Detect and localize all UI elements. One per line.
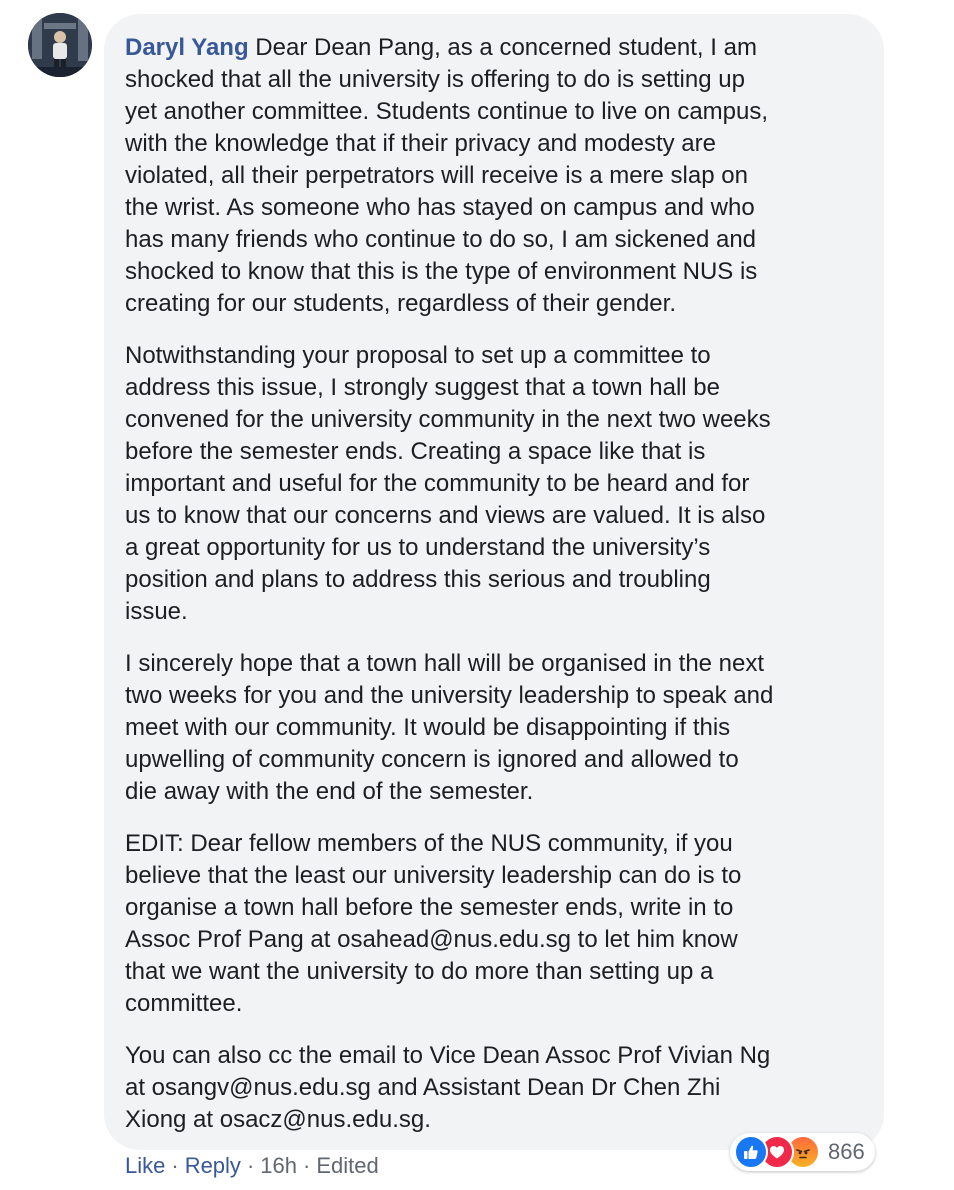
comment-text: Dear Dean Pang, as a concerned student, I am shocked that all the university is offering to do is setting up yet another committee. Students continue to live on campus, with the knowledge that if their privacy and modesty are violated, all their perpetrators will receive is a mere slap on the wrist. As someone who has stayed on campus and who has many friends who continue to do so, I am sickened and shocked to know that this is the type of environment NUS is creating for our students, regardless of their gender.: [125, 34, 769, 317]
reactions-summary[interactable]: [730, 1133, 875, 1171]
comment-paragraph-1: [125, 32, 864, 320]
like-icon: [734, 1135, 768, 1169]
avatar[interactable]: [28, 13, 92, 77]
separator: ·: [302, 1153, 311, 1178]
comment-paragraph-3: I sincerely hope that a town hall will be organised in the next two weeks for you and the university leadership to speak and meet with our community. It would be disappointing if this upwelling of community concern is ignored and allowed to die away with the end of the semester.: [125, 650, 774, 805]
edited-label[interactable]: Edited: [316, 1153, 379, 1178]
comment-actions: [125, 1150, 379, 1182]
separator: ·: [171, 1153, 179, 1178]
profile-photo: [28, 13, 92, 77]
reply-link[interactable]: Reply: [184, 1153, 241, 1178]
separator: ·: [246, 1153, 255, 1178]
comment-paragraph-4: EDIT: Dear fellow members of the NUS community, if you believe that the least our university leadership can do is to organise a town hall before the semester ends, write in to Assoc Prof Pang at osahead@nus.edu.sg to let him know that we want the university to do more than setting up a committee.: [125, 830, 742, 1017]
comment-paragraph-5: You can also cc the email to Vice Dean Assoc Prof Vivian Ng at osangv@nus.edu.sg and Assistant Dean Dr Chen Zhi Xiong at osacz@nus.edu.sg.: [125, 1042, 771, 1133]
comment-paragraph-2: Notwithstanding your proposal to set up a committee to address this issue, I strongly suggest that a town hall be convened for the university community in the next two weeks before the semester ends. Creating a space like that is important and useful for the community to be heard and for us to know that our concerns and views are valued. It is also a great opportunity for us to understand the university’s position and plans to address this serious and troubling issue.: [125, 342, 771, 625]
comment-bubble: [104, 14, 884, 1150]
like-link[interactable]: Like: [125, 1153, 166, 1178]
author-name-link[interactable]: Daryl Yang: [125, 34, 249, 61]
timestamp[interactable]: 16h: [260, 1153, 297, 1178]
reaction-count: 866: [828, 1139, 865, 1164]
